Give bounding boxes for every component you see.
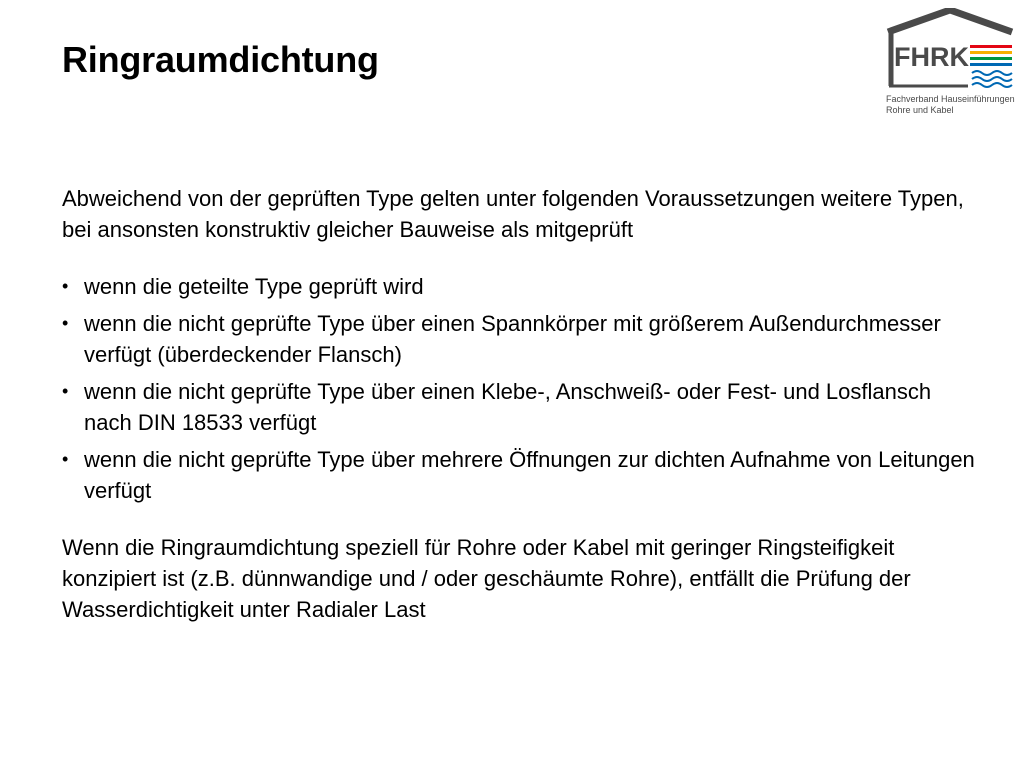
- slide-title: Ringraumdichtung: [62, 39, 379, 80]
- slide-body: [62, 183, 982, 625]
- bullet-item: [62, 444, 982, 506]
- logo-subtitle-line2: Rohre und Kabel: [886, 105, 954, 115]
- bullet-text: wenn die nicht geprüfte Type über einen Spannkörper mit größerem Außendurchmesser verfügt (überdeckender Flansch): [84, 311, 941, 367]
- svg-text:FHRK: FHRK: [894, 42, 969, 72]
- bullet-text: wenn die geteilte Type geprüft wird: [84, 274, 424, 299]
- bullet-text: wenn die nicht geprüfte Type über einen Klebe-, Anschweiß- oder Fest- und Losflansch nach DIN 18533 verfügt: [84, 379, 932, 435]
- fhrk-logo: [884, 8, 1016, 114]
- bullet-list: [62, 271, 982, 506]
- intro-paragraph: Abweichend von der geprüften Type gelten unter folgenden Voraussetzungen weitere Typen, bei ansonsten konstruktiv gleicher Bauweise als mitgeprüft: [62, 186, 964, 242]
- bullet-item: [62, 308, 982, 370]
- bullet-marker: •: [62, 276, 69, 296]
- bullet-marker: •: [62, 381, 69, 401]
- logo-subtitle-line1: Fachverband Hauseinführungen: [886, 94, 1015, 104]
- bullet-text: wenn die nicht geprüfte Type über mehrere Öffnungen zur dichten Aufnahme von Leitungen verfügt: [84, 447, 975, 503]
- bullet-marker: •: [62, 449, 69, 469]
- logo-subtitle: [886, 94, 1015, 116]
- bullet-item: [62, 376, 982, 438]
- bullet-item: [62, 271, 982, 302]
- bullet-marker: •: [62, 313, 69, 333]
- outro-paragraph: Wenn die Ringraumdichtung speziell für Rohre oder Kabel mit geringer Ringsteifigkeit konzipiert ist (z.B. dünnwandige und / oder geschäumte Rohre), entfällt die Prüfung der Wasserdichtigkeit unter Radialer Last: [62, 535, 911, 622]
- fhrk-logo-graphic: [884, 8, 1016, 94]
